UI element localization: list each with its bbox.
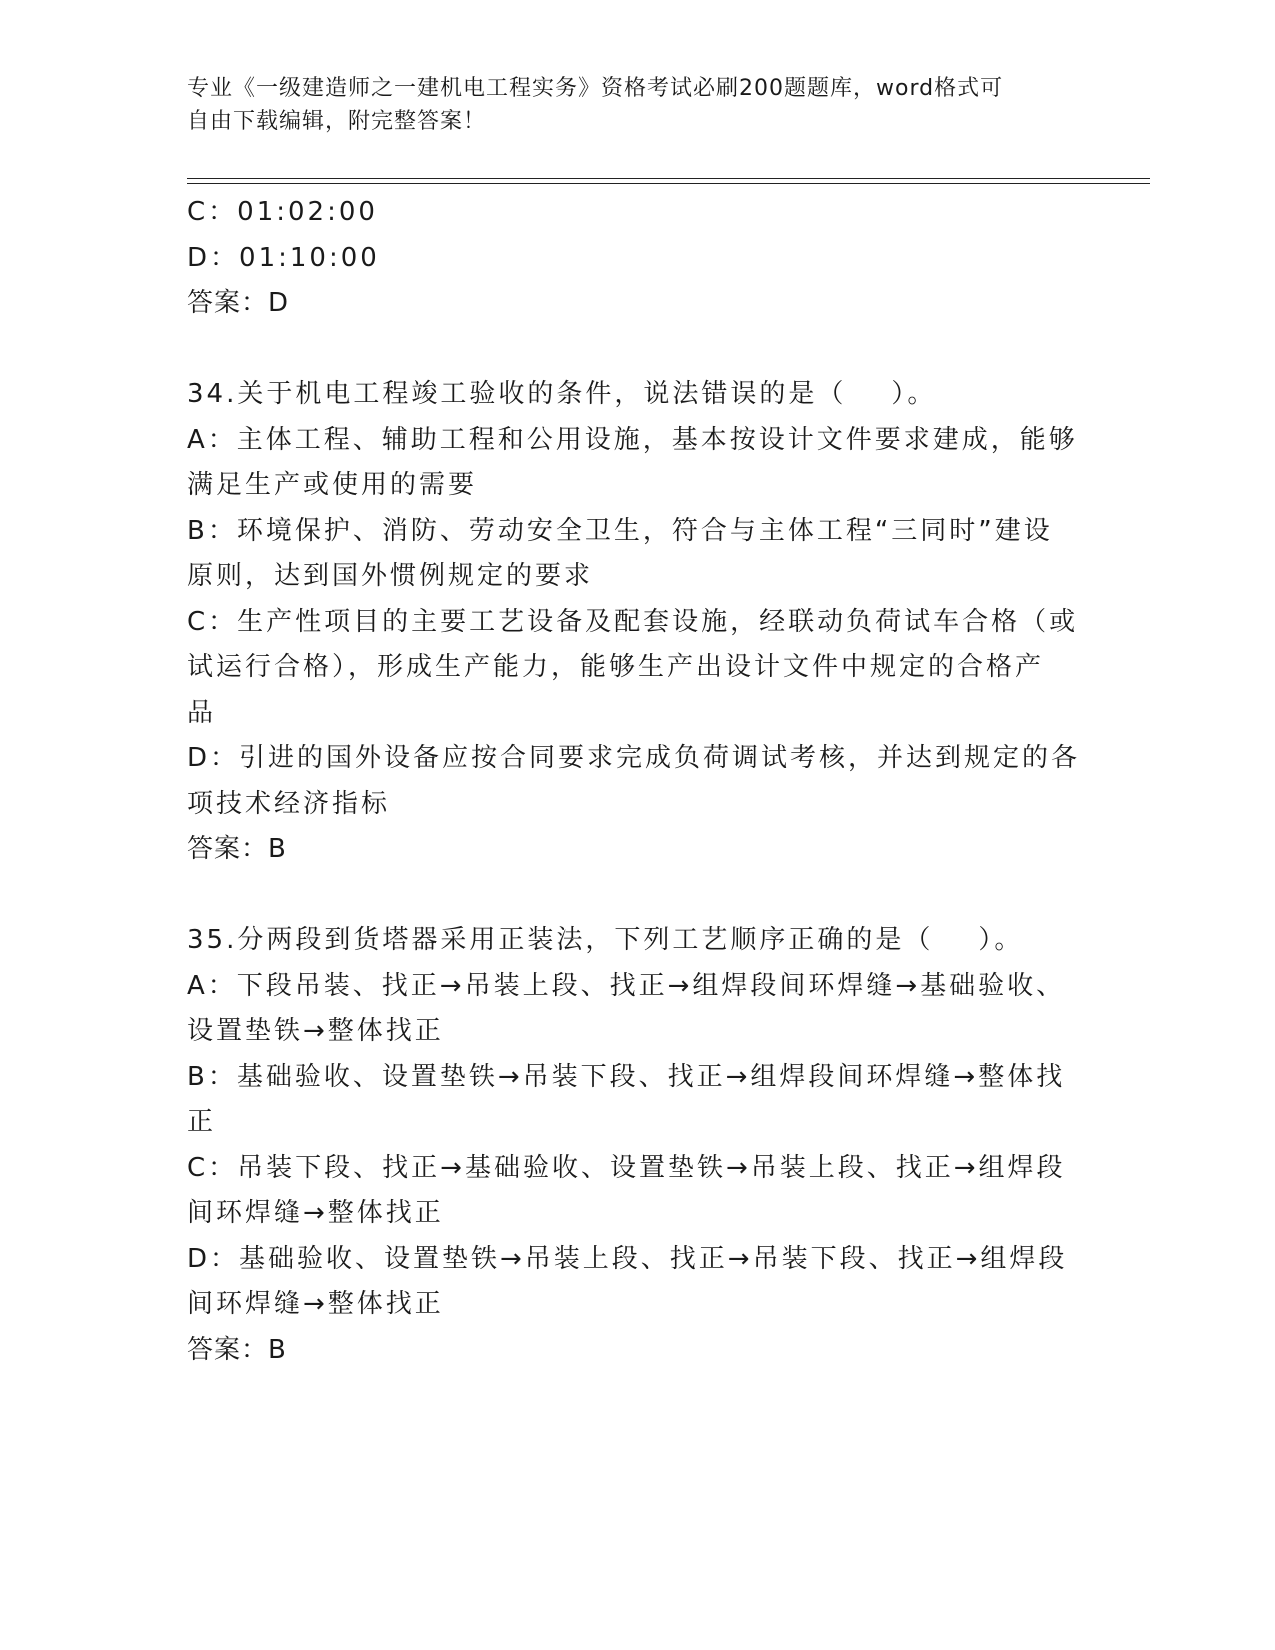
option-d-cont: 间环焊缝→整体找正	[187, 1289, 444, 1319]
answer: 答案：B	[187, 834, 287, 864]
option-c-cont-2: 品	[187, 697, 217, 728]
option-a: A：主体工程、辅助工程和公用设施，基本按设计文件要求建成，能够	[187, 424, 1078, 455]
question-35	[187, 918, 1087, 1373]
question-33	[187, 190, 1087, 327]
spacer	[187, 327, 1087, 373]
question-text: 34.关于机电工程竣工验收的条件，说法错误的是（ ）。	[187, 379, 937, 409]
question-text: 35.分两段到货塔器采用正装法，下列工艺顺序正确的是（ ）。	[187, 925, 1024, 955]
option-b-cont: 正	[187, 1107, 217, 1137]
page-header	[187, 72, 1067, 138]
question-34	[187, 372, 1087, 873]
option-b: B：基础验收、设置垫铁→吊装下段、找正→组焊段间环焊缝→整体找	[187, 1061, 1066, 1092]
option-c: C：吊装下段、找正→基础验收、设置垫铁→吊装上段、找正→组焊段	[187, 1152, 1066, 1183]
spacer	[187, 873, 1087, 919]
option-c-cont: 试运行合格），形成生产能力，能够生产出设计文件中规定的合格产	[187, 652, 1045, 682]
option-a-cont: 设置垫铁→整体找正	[187, 1016, 444, 1046]
answer: 答案：B	[187, 1334, 287, 1365]
option-c: C：生产性项目的主要工艺设备及配套设施，经联动负荷试车合格（或	[187, 606, 1079, 637]
option-d-cont: 项技术经济指标	[187, 788, 391, 819]
option-c: C：01:02:00	[187, 197, 378, 227]
option-b: B：环境保护、消防、劳动安全卫生，符合与主体工程“三同时”建设	[187, 515, 1053, 546]
document-body	[187, 190, 1087, 1373]
header-line-1: 专业《一级建造师之一建机电工程实务》资格考试必刷200题题库，word格式可	[187, 76, 1004, 101]
option-a: A：下段吊装、找正→吊装上段、找正→组焊段间环焊缝→基础验收、	[187, 970, 1066, 1001]
header-line-2: 自由下载编辑，附完整答案！	[187, 109, 487, 134]
option-c-cont: 间环焊缝→整体找正	[187, 1198, 444, 1228]
option-d: D：基础验收、设置垫铁→吊装上段、找正→吊装下段、找正→组焊段	[187, 1243, 1068, 1274]
header-divider-top	[187, 178, 1150, 179]
option-b-cont: 原则，达到国外惯例规定的要求	[187, 561, 594, 591]
option-d: D：01:10:00	[187, 242, 380, 273]
option-a-cont: 满足生产或使用的需要	[187, 470, 478, 500]
header-divider-bottom	[187, 183, 1150, 184]
answer: 答案：D	[187, 288, 290, 318]
option-d: D：引进的国外设备应按合同要求完成负荷调试考核，并达到规定的各	[187, 743, 1081, 773]
